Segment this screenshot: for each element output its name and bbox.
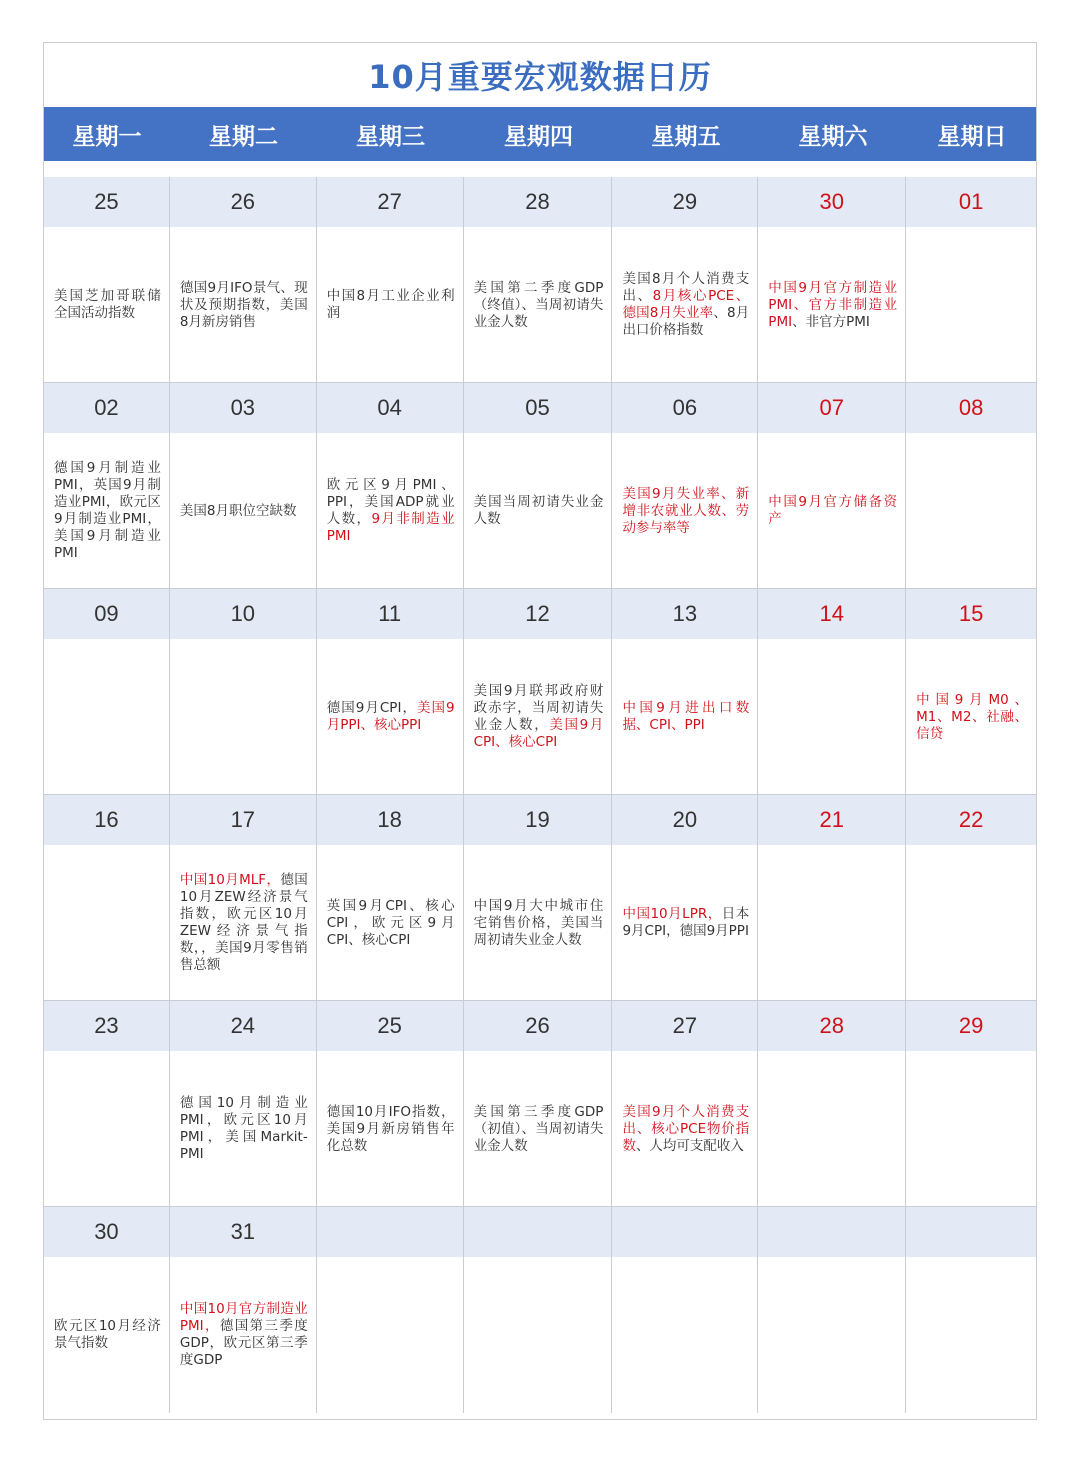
event-highlight: 美国9月PPI、核心PPI: [326, 700, 455, 733]
day-cell: [44, 383, 170, 589]
event-text: [474, 1104, 604, 1155]
day-events: [317, 227, 463, 383]
calendar-grid: [44, 177, 1036, 1413]
day-number: 27: [612, 1001, 757, 1051]
day-cell: [464, 177, 613, 383]
day-number: 29: [906, 1001, 1036, 1051]
day-cell: [758, 177, 906, 383]
event-item: 美国第二季度GDP（终值）、当周初请失业金人数: [473, 279, 604, 330]
day-cell: [317, 1001, 464, 1207]
week-row: [44, 177, 1036, 383]
event-text: [474, 683, 604, 751]
event-item: 欧元区10月经济景气指数: [54, 1318, 161, 1351]
event-item: 德国10月ZEW经济景气指数，欧元区10月ZEW经济景气指数，，美国9月零售销售总额: [179, 872, 308, 973]
day-cell: [44, 589, 170, 795]
day-events: [44, 1051, 169, 1207]
day-number: 14: [758, 589, 905, 639]
day-events: [906, 1051, 1036, 1207]
event-text: [622, 906, 749, 940]
day-events: [906, 845, 1036, 1001]
day-cell: [906, 795, 1036, 1001]
day-cell: [170, 383, 317, 589]
day-number: [612, 1207, 757, 1257]
week-row: [44, 795, 1036, 1001]
day-cell: [906, 177, 1036, 383]
day-number: 18: [317, 795, 463, 845]
day-number: 27: [317, 177, 463, 227]
event-item: 德国10月IFO指数，美国9月新房销售年化总数: [326, 1103, 455, 1154]
weekday-header: [44, 107, 1036, 161]
day-cell: [758, 383, 906, 589]
day-cell: [464, 589, 613, 795]
day-events: [44, 227, 169, 383]
day-number: 02: [44, 383, 169, 433]
event-text: [474, 494, 604, 528]
day-cell: [612, 1207, 758, 1413]
day-events: [758, 845, 905, 1001]
event-item: 日本9月CPI，德国9月PPI: [622, 906, 750, 939]
day-events: [612, 1257, 757, 1413]
day-cell: [464, 1001, 613, 1207]
day-number: 08: [906, 383, 1036, 433]
day-number: 31: [170, 1207, 316, 1257]
day-number: [758, 1207, 905, 1257]
day-cell: [44, 177, 170, 383]
day-number: 20: [612, 795, 757, 845]
week-row: [44, 1207, 1036, 1413]
day-cell: [170, 177, 317, 383]
day-cell: [612, 795, 758, 1001]
event-item: 美国9月联邦政府财政赤字，当周初请失业金人数，: [473, 683, 604, 733]
day-number: [906, 1207, 1036, 1257]
day-number: 15: [906, 589, 1036, 639]
day-cell: [317, 795, 464, 1001]
day-events: [464, 1051, 612, 1207]
calendar-frame: [43, 42, 1037, 1420]
day-number: 07: [758, 383, 905, 433]
event-text: [180, 1301, 308, 1369]
day-number: 26: [170, 177, 316, 227]
event-highlight: 中国10月官方制造业PMI，: [179, 1301, 308, 1334]
event-item: 德国9月CPI，: [326, 700, 417, 716]
day-cell: [758, 1001, 906, 1207]
week-row: [44, 1001, 1036, 1207]
day-cell: [906, 383, 1036, 589]
weekday-label: 星期日: [937, 123, 1007, 150]
day-events: [317, 1051, 463, 1207]
day-number: [464, 1207, 612, 1257]
day-events: [612, 845, 757, 1001]
event-text: [327, 477, 455, 545]
day-cell: [612, 589, 758, 795]
day-events: [44, 845, 169, 1001]
event-item: 德国第三季度GDP，欧元区第三季度GDP: [179, 1318, 308, 1368]
day-events: [44, 1257, 169, 1413]
day-number: 24: [170, 1001, 316, 1051]
day-number: 09: [44, 589, 169, 639]
day-events: [612, 639, 757, 795]
event-highlight: 中国10月LPR，: [622, 906, 722, 922]
day-number: 25: [317, 1001, 463, 1051]
day-events: [758, 639, 905, 795]
day-number: 12: [464, 589, 612, 639]
weekday-label: 星期三: [356, 123, 425, 150]
week-row: [44, 589, 1036, 795]
event-item: 美国第三季度GDP（初值）、当周初请失业金人数: [473, 1103, 604, 1154]
event-highlight: 9月非制造业PMI: [326, 511, 455, 544]
weekday-label: 星期四: [504, 123, 573, 150]
day-cell: [317, 383, 464, 589]
event-text: [622, 271, 749, 339]
day-number: 29: [612, 177, 757, 227]
event-item: 中国9月大中城市住宅销售价格，美国当周初请失业金人数: [473, 897, 604, 948]
event-text: [327, 288, 455, 322]
event-text: [768, 494, 897, 528]
event-text: [180, 1095, 308, 1163]
day-number: 17: [170, 795, 316, 845]
day-number: 28: [464, 177, 612, 227]
day-cell: [44, 1001, 170, 1207]
event-text: [916, 692, 1028, 743]
event-text: [327, 898, 455, 949]
event-text: [474, 898, 604, 949]
event-item: 美国8月职位空缺数: [179, 502, 297, 519]
event-text: [180, 280, 308, 331]
day-events: [317, 1257, 463, 1413]
day-events: [170, 227, 316, 383]
day-events: [170, 433, 316, 589]
day-cell: [464, 383, 613, 589]
event-highlight: 美国9月CPI、核心CPI: [473, 717, 604, 750]
day-cell: [758, 1207, 906, 1413]
day-number: 04: [317, 383, 463, 433]
day-number: 13: [612, 589, 757, 639]
day-events: [612, 433, 757, 589]
day-number: 06: [612, 383, 757, 433]
day-events: [464, 845, 612, 1001]
event-highlight: 中国9月官方储备资产: [768, 494, 898, 527]
event-text: [622, 700, 749, 734]
day-events: [170, 1051, 316, 1207]
weekday-label: 星期二: [209, 123, 278, 150]
day-cell: [612, 383, 758, 589]
day-events: [170, 845, 316, 1001]
day-number: 22: [906, 795, 1036, 845]
day-events: [464, 1257, 612, 1413]
day-cell: [612, 177, 758, 383]
event-text: [54, 1318, 161, 1352]
week-row: [44, 383, 1036, 589]
event-text: [327, 1104, 455, 1155]
day-cell: [906, 1207, 1036, 1413]
day-number: 11: [317, 589, 463, 639]
event-item: 中国8月工业企业利润: [326, 288, 455, 321]
day-number: 01: [906, 177, 1036, 227]
day-cell: [758, 795, 906, 1001]
day-cell: [317, 1207, 464, 1413]
event-text: [180, 872, 308, 974]
event-text: [622, 486, 749, 537]
event-text: [180, 503, 297, 520]
day-number: 30: [44, 1207, 169, 1257]
weekday-label: 星期一: [72, 123, 142, 150]
event-item: 德国10月制造业PMI，欧元区10月PMI，美国Markit-PMI: [179, 1095, 308, 1162]
day-events: [464, 639, 612, 795]
day-events: [612, 1051, 757, 1207]
day-events: [170, 1257, 316, 1413]
day-events: [44, 639, 169, 795]
event-item: 、人均可支配收入: [635, 1137, 744, 1154]
event-highlight: 8月核心PCE、德国8月失业率: [622, 288, 750, 321]
event-highlight: 中国9月M0、M1、M2、社融、信贷: [916, 691, 1029, 742]
day-events: [758, 1051, 905, 1207]
day-number: 21: [758, 795, 905, 845]
day-events: [170, 639, 316, 795]
day-cell: [317, 177, 464, 383]
day-number: 03: [170, 383, 316, 433]
event-item: 美国芝加哥联储全国活动指数: [54, 288, 161, 321]
calendar-title: 10月重要宏观数据日历: [368, 58, 712, 96]
event-text: [474, 280, 604, 331]
day-events: [906, 227, 1036, 383]
event-item: 欧元区9月PMI、PPI，美国ADP就业人数，: [326, 477, 455, 527]
event-highlight: 中国9月官方制造业PMI、官方非制造业PMI: [768, 279, 898, 330]
day-cell: [170, 589, 317, 795]
event-item: 德国9月IFO景气、现状及预期指数，美国8月新房销售: [179, 279, 308, 330]
day-cell: [170, 1001, 317, 1207]
day-cell: [170, 795, 317, 1001]
event-item: 德国9月制造业PMI，英国9月制造业PMI，欧元区9月制造业PMI，美国9月制造业PMI: [54, 460, 161, 561]
event-text: [54, 460, 161, 562]
day-cell: [612, 1001, 758, 1207]
day-number: 23: [44, 1001, 169, 1051]
event-item: 美国8月个人消费支出、: [622, 271, 750, 304]
day-cell: [464, 795, 613, 1001]
day-cell: [906, 589, 1036, 795]
event-text: [54, 288, 161, 322]
day-number: 05: [464, 383, 612, 433]
event-item: 、非官方PMI: [792, 313, 870, 330]
event-text: [622, 1104, 749, 1155]
day-cell: [758, 589, 906, 795]
day-cell: [464, 1207, 613, 1413]
day-cell: [906, 1001, 1036, 1207]
day-number: 25: [44, 177, 169, 227]
day-events: [906, 639, 1036, 795]
day-events: [317, 639, 463, 795]
day-events: [758, 1257, 905, 1413]
event-item: 、8月出口价格指数: [622, 305, 750, 338]
event-highlight: 中国9月进出口数据、CPI、PPI: [622, 700, 750, 733]
day-cell: [170, 1207, 317, 1413]
weekday-label: 星期六: [798, 123, 868, 150]
day-number: 19: [464, 795, 612, 845]
event-highlight: 美国9月失业率、新增非农就业人数、劳动参与率等: [622, 485, 750, 536]
day-events: [317, 845, 463, 1001]
day-events: [612, 227, 757, 383]
day-events: [906, 1257, 1036, 1413]
day-events: [464, 433, 612, 589]
day-number: 28: [758, 1001, 905, 1051]
day-events: [317, 433, 463, 589]
event-highlight: 中国10月MLF，: [179, 872, 281, 888]
event-highlight: 美国9月个人消费支出、核心PCE物价指数: [622, 1103, 750, 1154]
event-item: 英国9月CPI、核心CPI，欧元区9月CPI、核心CPI: [326, 897, 455, 948]
event-text: [768, 280, 897, 331]
day-events: [906, 433, 1036, 589]
day-number: 16: [44, 795, 169, 845]
day-cell: [317, 589, 464, 795]
day-cell: [44, 795, 170, 1001]
weekday-label: 星期五: [651, 123, 721, 150]
day-events: [758, 433, 905, 589]
day-events: [464, 227, 612, 383]
day-number: [317, 1207, 463, 1257]
event-item: 美国当周初请失业金人数: [473, 494, 604, 527]
day-number: 26: [464, 1001, 612, 1051]
day-number: 10: [170, 589, 316, 639]
day-events: [44, 433, 169, 589]
day-cell: [44, 1207, 170, 1413]
day-number: 30: [758, 177, 905, 227]
day-events: [758, 227, 905, 383]
event-text: [327, 700, 455, 734]
